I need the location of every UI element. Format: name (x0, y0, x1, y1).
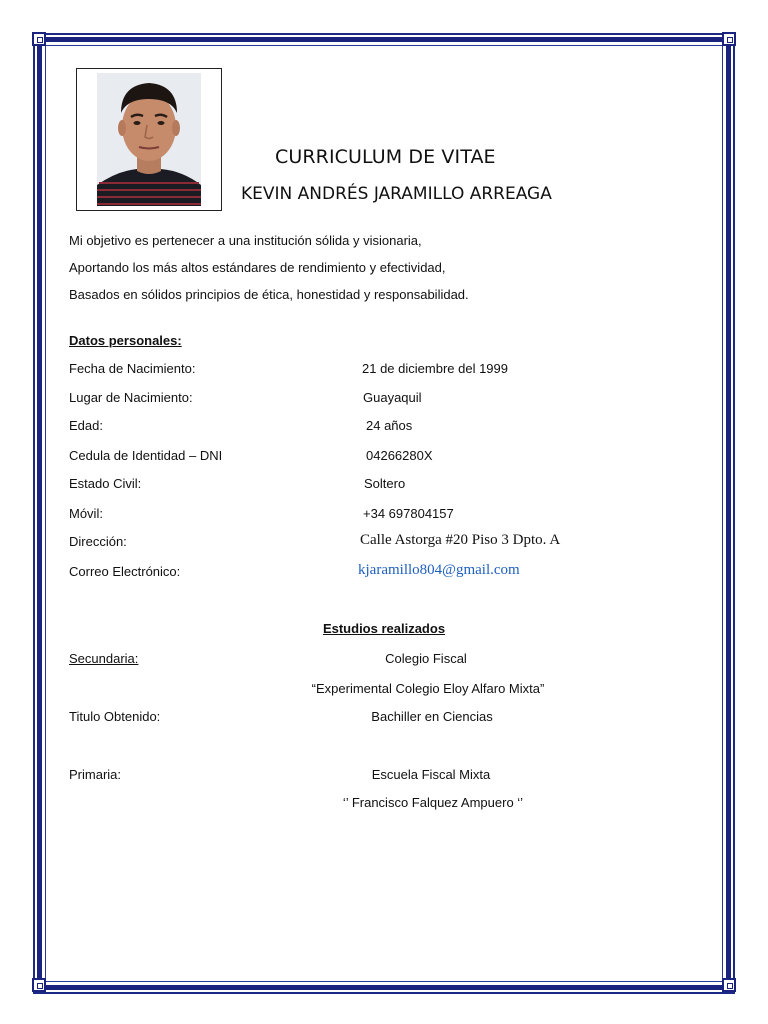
personal-value-birthdate: 21 de diciembre del 1999 (362, 361, 508, 376)
personal-label-email: Correo Electrónico: (69, 564, 181, 579)
profile-photo-frame (76, 68, 222, 211)
document-title: CURRICULUM DE VITAE (275, 146, 496, 168)
border-corner-ornament (722, 978, 736, 992)
secondary-label: Secundaria: (69, 651, 139, 666)
primary-school-type: Escuela Fiscal Mixta (371, 767, 491, 782)
portrait-image (97, 73, 201, 206)
personal-label-dni: Cedula de Identidad – DNI (69, 448, 223, 463)
objective-line: Aportando los más altos estándares de rendimiento y efectividad, (69, 260, 446, 275)
personal-label-birthdate: Fecha de Nacimiento: (69, 361, 196, 376)
border-corner-ornament (32, 978, 46, 992)
border-corner-ornament (722, 32, 736, 46)
personal-label-civil-status: Estado Civil: (69, 476, 142, 491)
primary-school-name: ‘’ Francisco Falquez Ampuero ‘’ (342, 795, 524, 810)
personal-label-address: Dirección: (69, 534, 127, 549)
studies-heading: Estudios realizados (322, 621, 446, 636)
degree-value: Bachiller en Ciencias (371, 709, 493, 724)
personal-label-birthplace: Lugar de Nacimiento: (69, 390, 193, 405)
personal-value-birthplace: Guayaquil (363, 390, 422, 405)
secondary-school-name: “Experimental Colegio Eloy Alfaro Mixta” (311, 681, 545, 696)
personal-value-civil-status: Soltero (364, 476, 406, 491)
email-link[interactable]: kjaramillo804@gmail.com (358, 562, 520, 578)
objective-line: Basados en sólidos principios de ética, honestidad y responsabilidad. (69, 287, 469, 302)
secondary-school-type: Colegio Fiscal (385, 651, 467, 666)
degree-label: Titulo Obtenido: (69, 709, 161, 724)
objective-line: Mi objetivo es pertenecer a una institución sólida y visionaria, (69, 233, 422, 248)
border-corner-ornament (32, 32, 46, 46)
candidate-name: KEVIN ANDRÉS JARAMILLO ARREAGA (241, 184, 552, 204)
personal-value-age: 24 años (366, 418, 413, 433)
personal-value-mobile: +34 697804157 (363, 506, 454, 521)
personal-data-heading: Datos personales: (69, 333, 182, 348)
primary-label: Primaria: (69, 767, 122, 782)
personal-label-age: Edad: (69, 418, 103, 433)
profile-photo (97, 73, 201, 206)
personal-label-mobile: Móvil: (69, 506, 103, 521)
personal-value-dni: 04266280X (366, 448, 433, 463)
personal-value-address: Calle Astorga #20 Piso 3 Dpto. A (360, 532, 561, 548)
